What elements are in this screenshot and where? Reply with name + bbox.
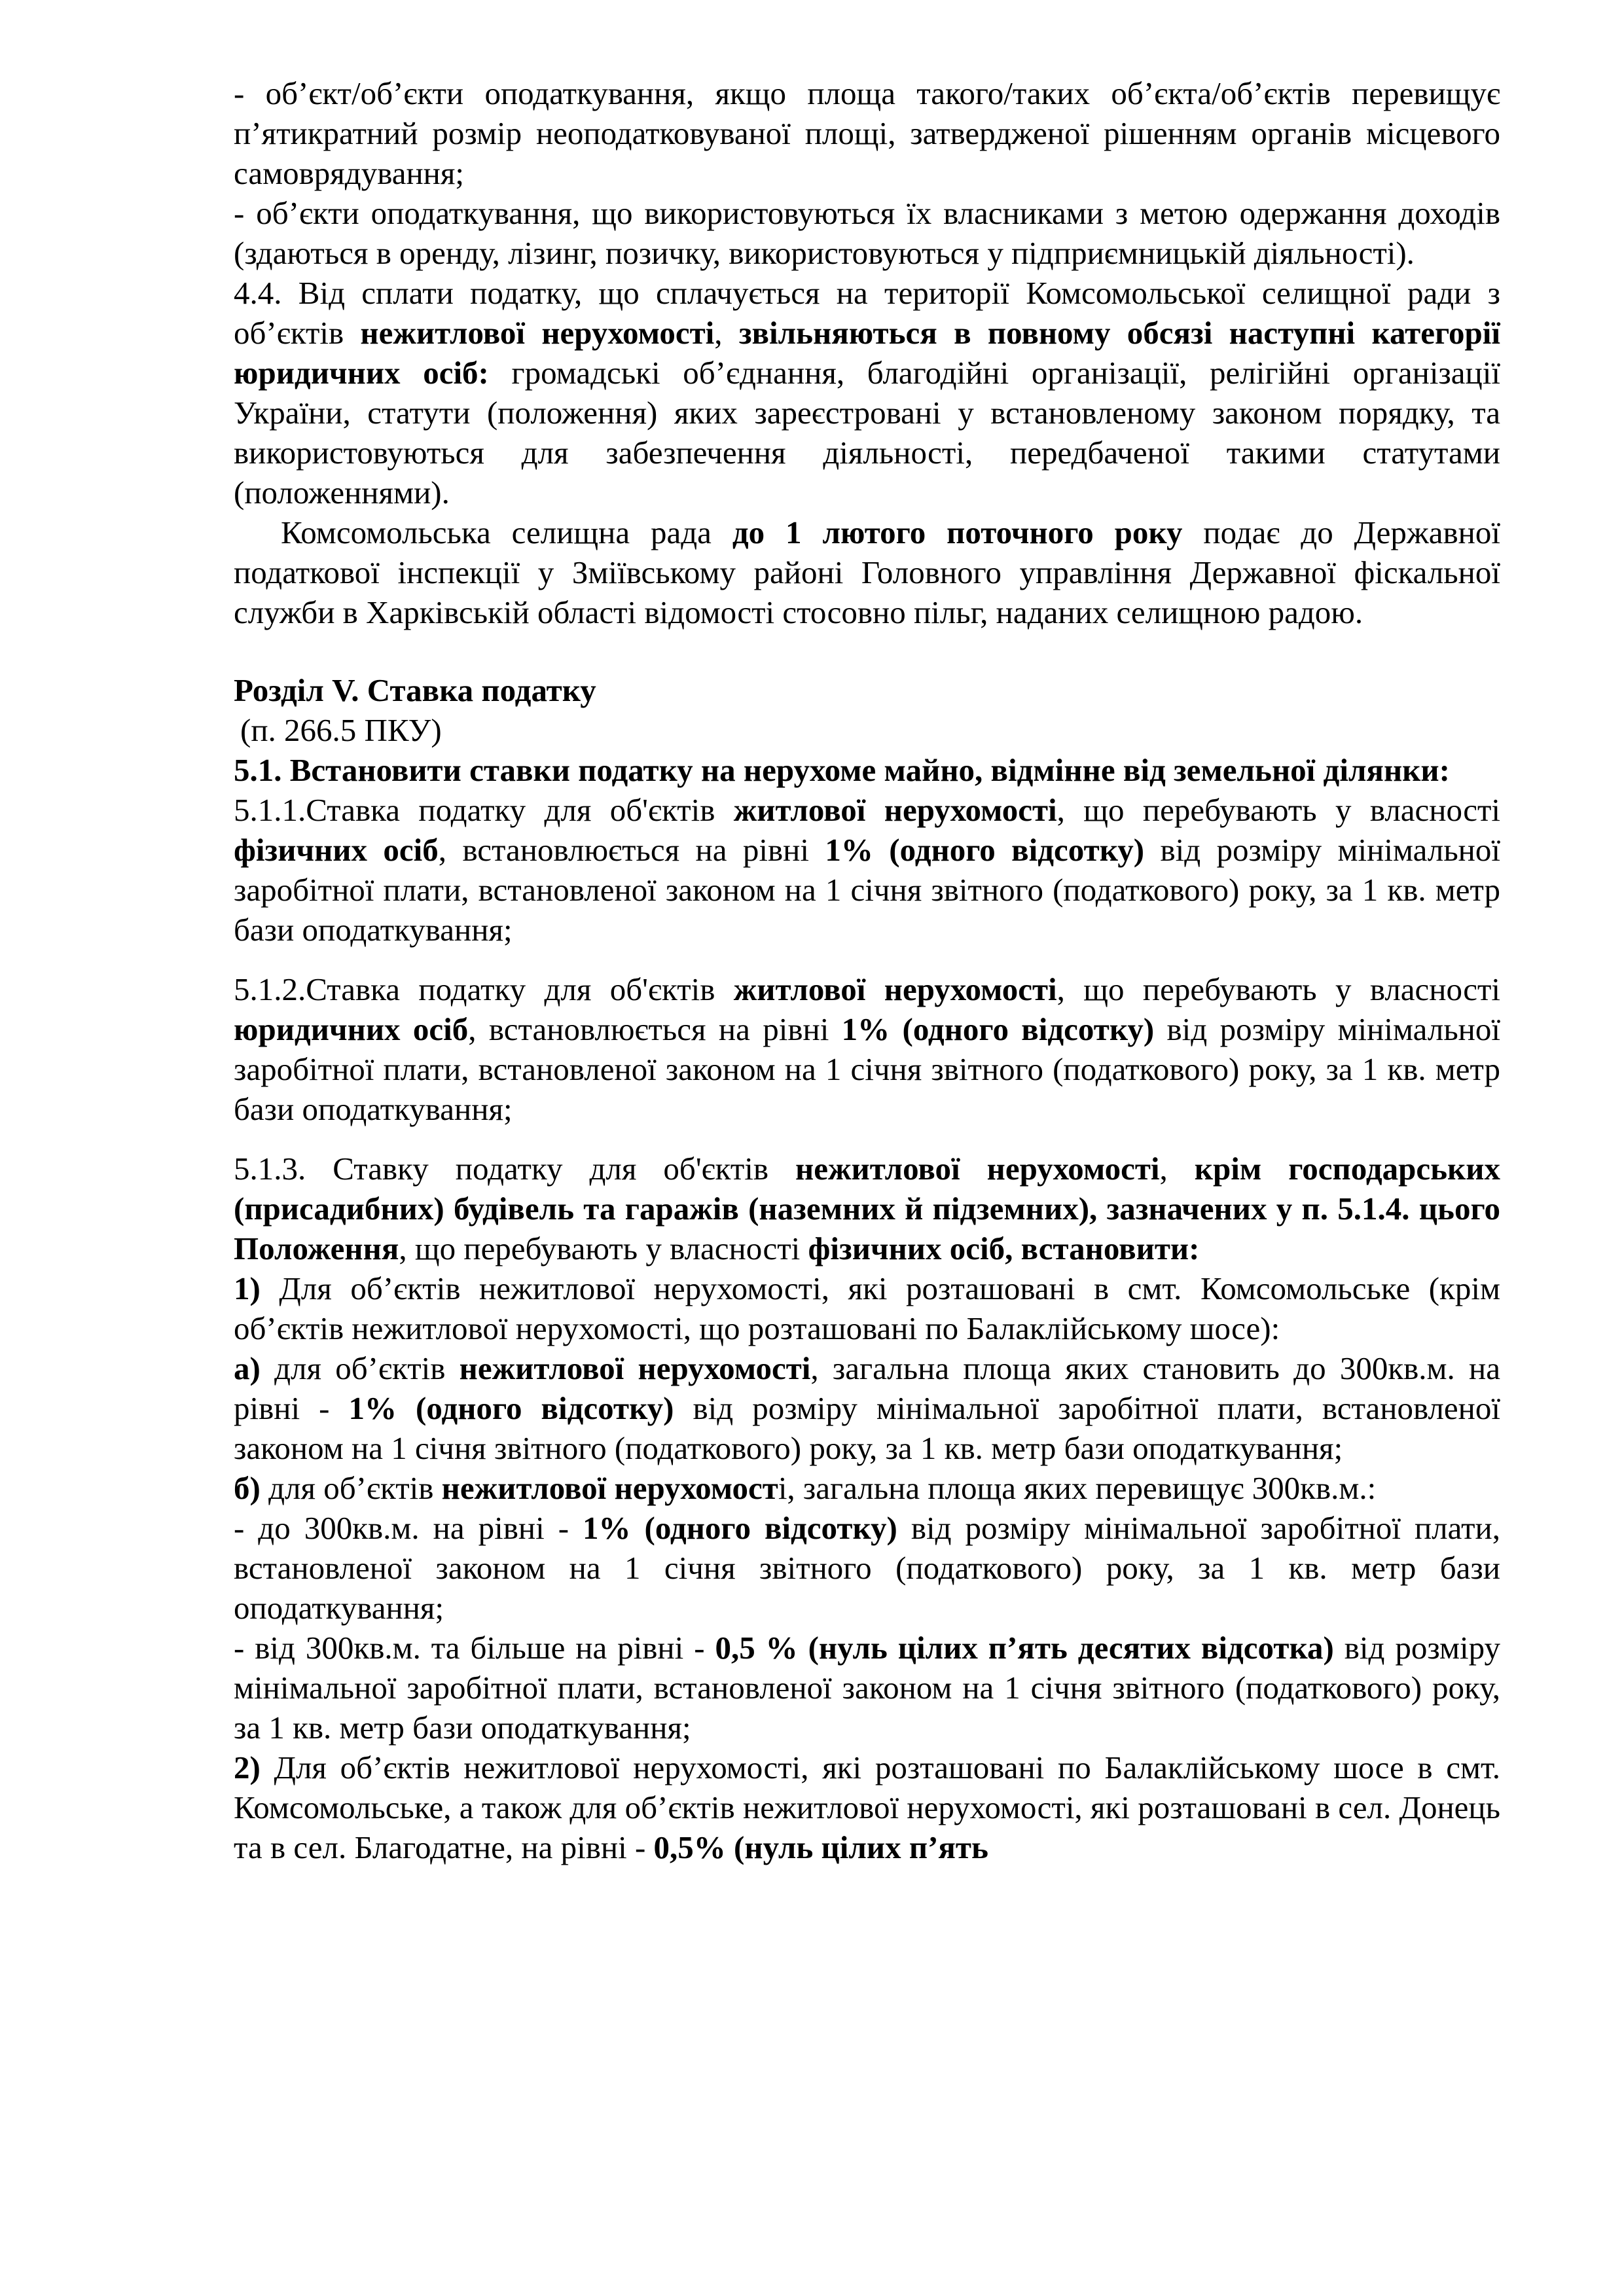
text-run: громадські об’єднання, благодійні організації, релігійні організації України, статути (положення) яких зареєстровані у встановленому законом порядку, та використовуються для забезпечення діяльності, передбаченої такими статутами (положеннями).	[234, 355, 1500, 511]
bold-text-run: нежитлової нерухомост	[441, 1470, 778, 1506]
bold-text-run: 0,5 % (нуль цілих п’ять десятих відсотка)	[715, 1630, 1334, 1666]
list-marker: б)	[234, 1470, 261, 1506]
text-run: Комсомольська селищна рада	[281, 514, 732, 550]
document-page	[234, 73, 1500, 1867]
section-heading	[234, 670, 1500, 710]
text-run: , що перебувають у власності	[399, 1230, 808, 1266]
text-run: для об’єктів	[260, 1350, 460, 1386]
bold-text-run: до 1 лютого поточного року	[732, 514, 1183, 550]
paragraph-item-b	[234, 1468, 1500, 1508]
text-run: подає до Державної податкової інспекції у Зміївському районі Головного управління Державної фіскальної служби в Харківській області відомості стосовно пільг, наданих селищною радою.	[234, 514, 1500, 630]
bold-text-run: 1% (одного відсотку)	[583, 1510, 897, 1546]
text-run: Для об’єктів нежитлової нерухомості, які розташовані по Балаклійському шосе в смт. Комсомольське, а також для об’єктів нежитлової нерухомості, які розташовані в сел. Донець та в сел. Благодатне, на рівні -	[234, 1749, 1500, 1865]
text-run: , що перебувають у власності	[1056, 971, 1500, 1007]
text-run: - від 300кв.м. та більше на рівні -	[234, 1630, 715, 1666]
bold-text-run: житлової нерухомості	[733, 792, 1057, 828]
bold-text-run: 1% (одного відсотку)	[841, 1011, 1155, 1047]
paragraph-item-a	[234, 1348, 1500, 1468]
bold-text-run: фізичних осіб, встановити:	[808, 1230, 1200, 1266]
text-run: , встановлюється на рівні	[468, 1011, 842, 1047]
text-run: Для об’єктів нежитлової нерухомості, які розташовані в смт. Комсомольське (крім об’єктів нежитлової нерухомості, що розташовані по Балаклійському шосе):	[234, 1270, 1500, 1346]
bold-text-run: звільняються в повному обсязі наступні категорії юридичних осіб:	[234, 315, 1500, 391]
text-run: ,	[714, 315, 739, 351]
paragraph-item-1	[234, 1268, 1500, 1348]
paragraph-taxable-objects-income	[234, 193, 1500, 273]
bold-text-run: крім господарських (присадибних) будівель та гаражів (наземних й підземних), зазначених у п. 5.1.4. цього Положення	[234, 1151, 1501, 1266]
text-run: - до 300кв.м. на рівні -	[234, 1510, 583, 1546]
paragraph-item-b-under-300	[234, 1508, 1500, 1628]
text-run: , встановлюється на рівні	[438, 832, 825, 868]
section-title: Розділ V. Ставка податку	[234, 672, 596, 708]
text-run: від розміру мінімальної заробітної плати, встановленої законом на 1 січня звітного (податкового) року, за 1 кв. метр бази оподаткування;	[234, 1390, 1501, 1466]
text-run: від розміру мінімальної заробітної плати, встановленої законом на 1 січня звітного (податкового) року, за 1 кв. метр бази оподаткування;	[234, 1630, 1500, 1746]
text-run: , що перебувають у власності	[1056, 792, 1500, 828]
paragraph-5-1-2	[234, 969, 1500, 1129]
paragraph-5-1-1	[234, 790, 1500, 950]
bold-text-run: житлової нерухомості	[733, 971, 1057, 1007]
list-marker: а)	[234, 1350, 261, 1386]
text-run: , загальна площа яких становить до 300кв.м. на рівні -	[234, 1350, 1500, 1426]
text-run: від розміру мінімальної заробітної плати, встановленої законом на 1 січня звітного (податкового) року, за 1 кв. метр бази оподаткування;	[234, 1510, 1500, 1626]
list-marker: 2)	[234, 1749, 261, 1785]
text-run: від розміру мінімальної заробітної плати, встановленої законом на 1 січня звітного (податкового) року, за 1 кв. метр бази оподаткування;	[234, 832, 1500, 948]
text-run: від розміру мінімальної заробітної плати, встановленої законом на 1 січня звітного (податкового) року, за 1 кв. метр бази оподаткування;	[234, 1011, 1500, 1127]
paragraph-item-b-over-300	[234, 1628, 1500, 1748]
bold-text-run: нежитлової нерухомості	[795, 1151, 1160, 1187]
list-marker: 1)	[234, 1270, 261, 1306]
paragraph-4-4-exemption	[234, 273, 1500, 512]
bold-text-run: юридичних осіб	[234, 1011, 469, 1047]
bold-text-run: фізичних осіб	[234, 832, 439, 868]
paragraph-5-1-3	[234, 1149, 1500, 1268]
paragraph-5-1	[234, 750, 1500, 790]
text-run: ,	[1159, 1151, 1195, 1187]
text-run: 5.1.3. Ставку податку для об'єктів	[234, 1151, 795, 1187]
text-run: (п. 266.5 ПКУ)	[240, 712, 442, 748]
bold-text-run: нежитлової нерухомості	[459, 1350, 811, 1386]
bold-text-run: 1% (одного відсотку)	[825, 832, 1145, 868]
section-reference	[234, 710, 1500, 750]
paragraph-taxable-objects-area	[234, 73, 1500, 193]
bold-text-run: нежитлової нерухомості	[360, 315, 715, 351]
text-run: 5.1.2.Ставка податку для об'єктів	[234, 971, 734, 1007]
text-run: - об’єкт/об’єкти оподаткування, якщо площа такого/таких об’єкта/об’єктів перевищує п’ятикратний розмір неоподатковуваної площі, затвердженої рішенням органів місцевого самоврядування;	[234, 75, 1500, 191]
paragraph-council-reporting	[234, 512, 1500, 632]
text-run: для об’єктів	[260, 1470, 442, 1506]
bold-text-run: 5.1. Встановити ставки податку на нерухоме майно, відмінне від земельної ділянки:	[234, 752, 1450, 788]
bold-text-run: 1% (одного відсотку)	[348, 1390, 674, 1426]
text-run: 5.1.1.Ставка податку для об'єктів	[234, 792, 734, 828]
text-run: - об’єкти оподаткування, що використовуються їх власниками з метою одержання доходів (здаються в оренду, лізинг, позичку, використовуються у підприємницькій діяльності).	[234, 195, 1500, 271]
text-run: і, загальна площа яких перевищує 300кв.м.:	[778, 1470, 1377, 1506]
bold-text-run: 0,5% (нуль цілих п’ять	[653, 1829, 988, 1865]
text-run: 4.4. Від сплати податку, що сплачується на території Комсомольської селищної ради з об’єктів	[234, 275, 1500, 351]
paragraph-item-2	[234, 1748, 1500, 1867]
